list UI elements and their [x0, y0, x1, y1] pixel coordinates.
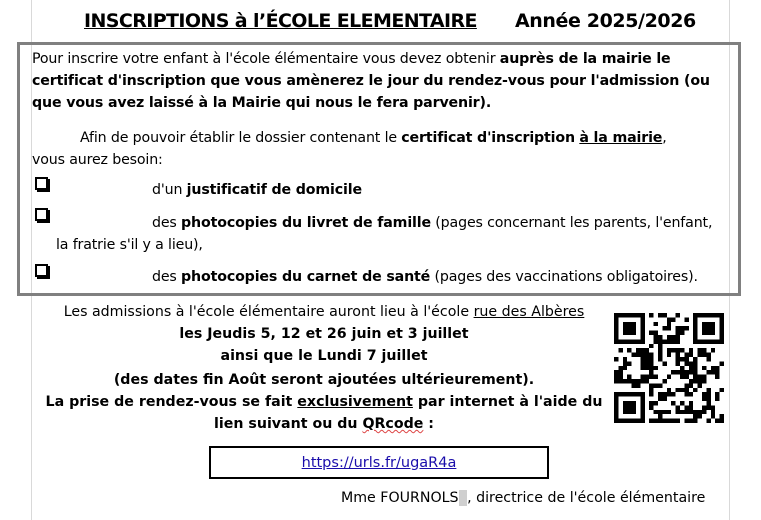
intro-bold-3: que vous avez laissé à la Mairie qui nous le fera parvenir).	[32, 95, 492, 111]
qr-code-image[interactable]	[614, 313, 724, 423]
document-title: INSCRIPTIONS à l’ÉCOLE ELEMENTAIRE	[84, 10, 477, 32]
item-text: (pages des vaccinations obligatoires).	[430, 269, 698, 285]
appointment-text: par internet à l'aide du	[412, 394, 603, 410]
dossier-line-2: vous aurez besoin:	[32, 152, 163, 168]
item-domicile	[152, 179, 362, 201]
item-livret	[152, 212, 712, 234]
item-text: (pages concernant les parents, l'enfant,	[430, 215, 713, 231]
registration-link[interactable]: https://urls.fr/ugaR4a	[301, 454, 457, 471]
admissions-text: Les admissions à l'école élémentaire auront lieu à l'école	[63, 304, 474, 320]
item-sante	[152, 266, 698, 288]
item-bold: photocopies du carnet de santé	[181, 269, 431, 285]
link-box	[209, 446, 549, 479]
header	[0, 10, 761, 36]
item-bold: justificatif de domicile	[186, 182, 362, 198]
exclusively-word: exclusivement	[297, 394, 413, 410]
admissions-line-1	[0, 304, 648, 320]
intro-line-1	[32, 48, 671, 70]
appointment-line	[0, 394, 648, 410]
director-name: Mme FOURNOLS	[341, 490, 459, 506]
intro-line-2	[32, 70, 710, 92]
checkbox-domicile[interactable]	[35, 177, 48, 190]
dossier-bold: certificat d'inscription	[401, 130, 575, 146]
admissions-dates: les Jeudis 5, 12 et 26 juin et 3 juillet	[179, 326, 469, 342]
dossier-line-1	[80, 127, 667, 149]
admissions-later-dates: (des dates fin Août seront ajoutées ultérieurement).	[113, 372, 535, 388]
dossier-comma: ,	[662, 130, 667, 146]
item-text: des	[152, 269, 182, 285]
intro-text: Pour inscrire votre enfant à l'école élémentaire vous devez obtenir	[32, 51, 500, 67]
signature-line	[341, 490, 705, 506]
item-text: des	[152, 215, 182, 231]
admissions-monday: ainsi que le Lundi 7 juillet	[220, 348, 428, 364]
qrcode-text: lien suivant ou du	[214, 416, 363, 432]
appointment-text: La prise de rendez-vous se fait	[45, 394, 298, 410]
item-bold: photocopies du livret de famille	[181, 215, 431, 231]
qrcode-word: QRcode	[362, 416, 424, 432]
checkbox-sante[interactable]	[35, 264, 48, 277]
street-name: rue des Albères	[473, 304, 585, 320]
qrcode-line	[0, 416, 648, 432]
item-livret-cont: la fratrie s'il y a lieu),	[56, 237, 203, 253]
intro-bold: auprès de la mairie le	[499, 51, 671, 67]
intro-bold-2: certificat d'inscription que vous amènerez le jour du rendez-vous pour l'admission (ou	[32, 73, 710, 89]
school-year: Année 2025/2026	[515, 10, 696, 32]
checkbox-livret[interactable]	[35, 208, 48, 221]
dossier-text: Afin de pouvoir établir le dossier contenant le	[80, 130, 402, 146]
intro-line-3	[32, 92, 491, 114]
qrcode-colon: :	[423, 416, 434, 432]
item-text: d'un	[152, 182, 187, 198]
dossier-underline: à la mairie	[579, 130, 663, 146]
name-highlight	[459, 490, 468, 506]
director-title: , directrice de l'école élémentaire	[467, 490, 706, 506]
